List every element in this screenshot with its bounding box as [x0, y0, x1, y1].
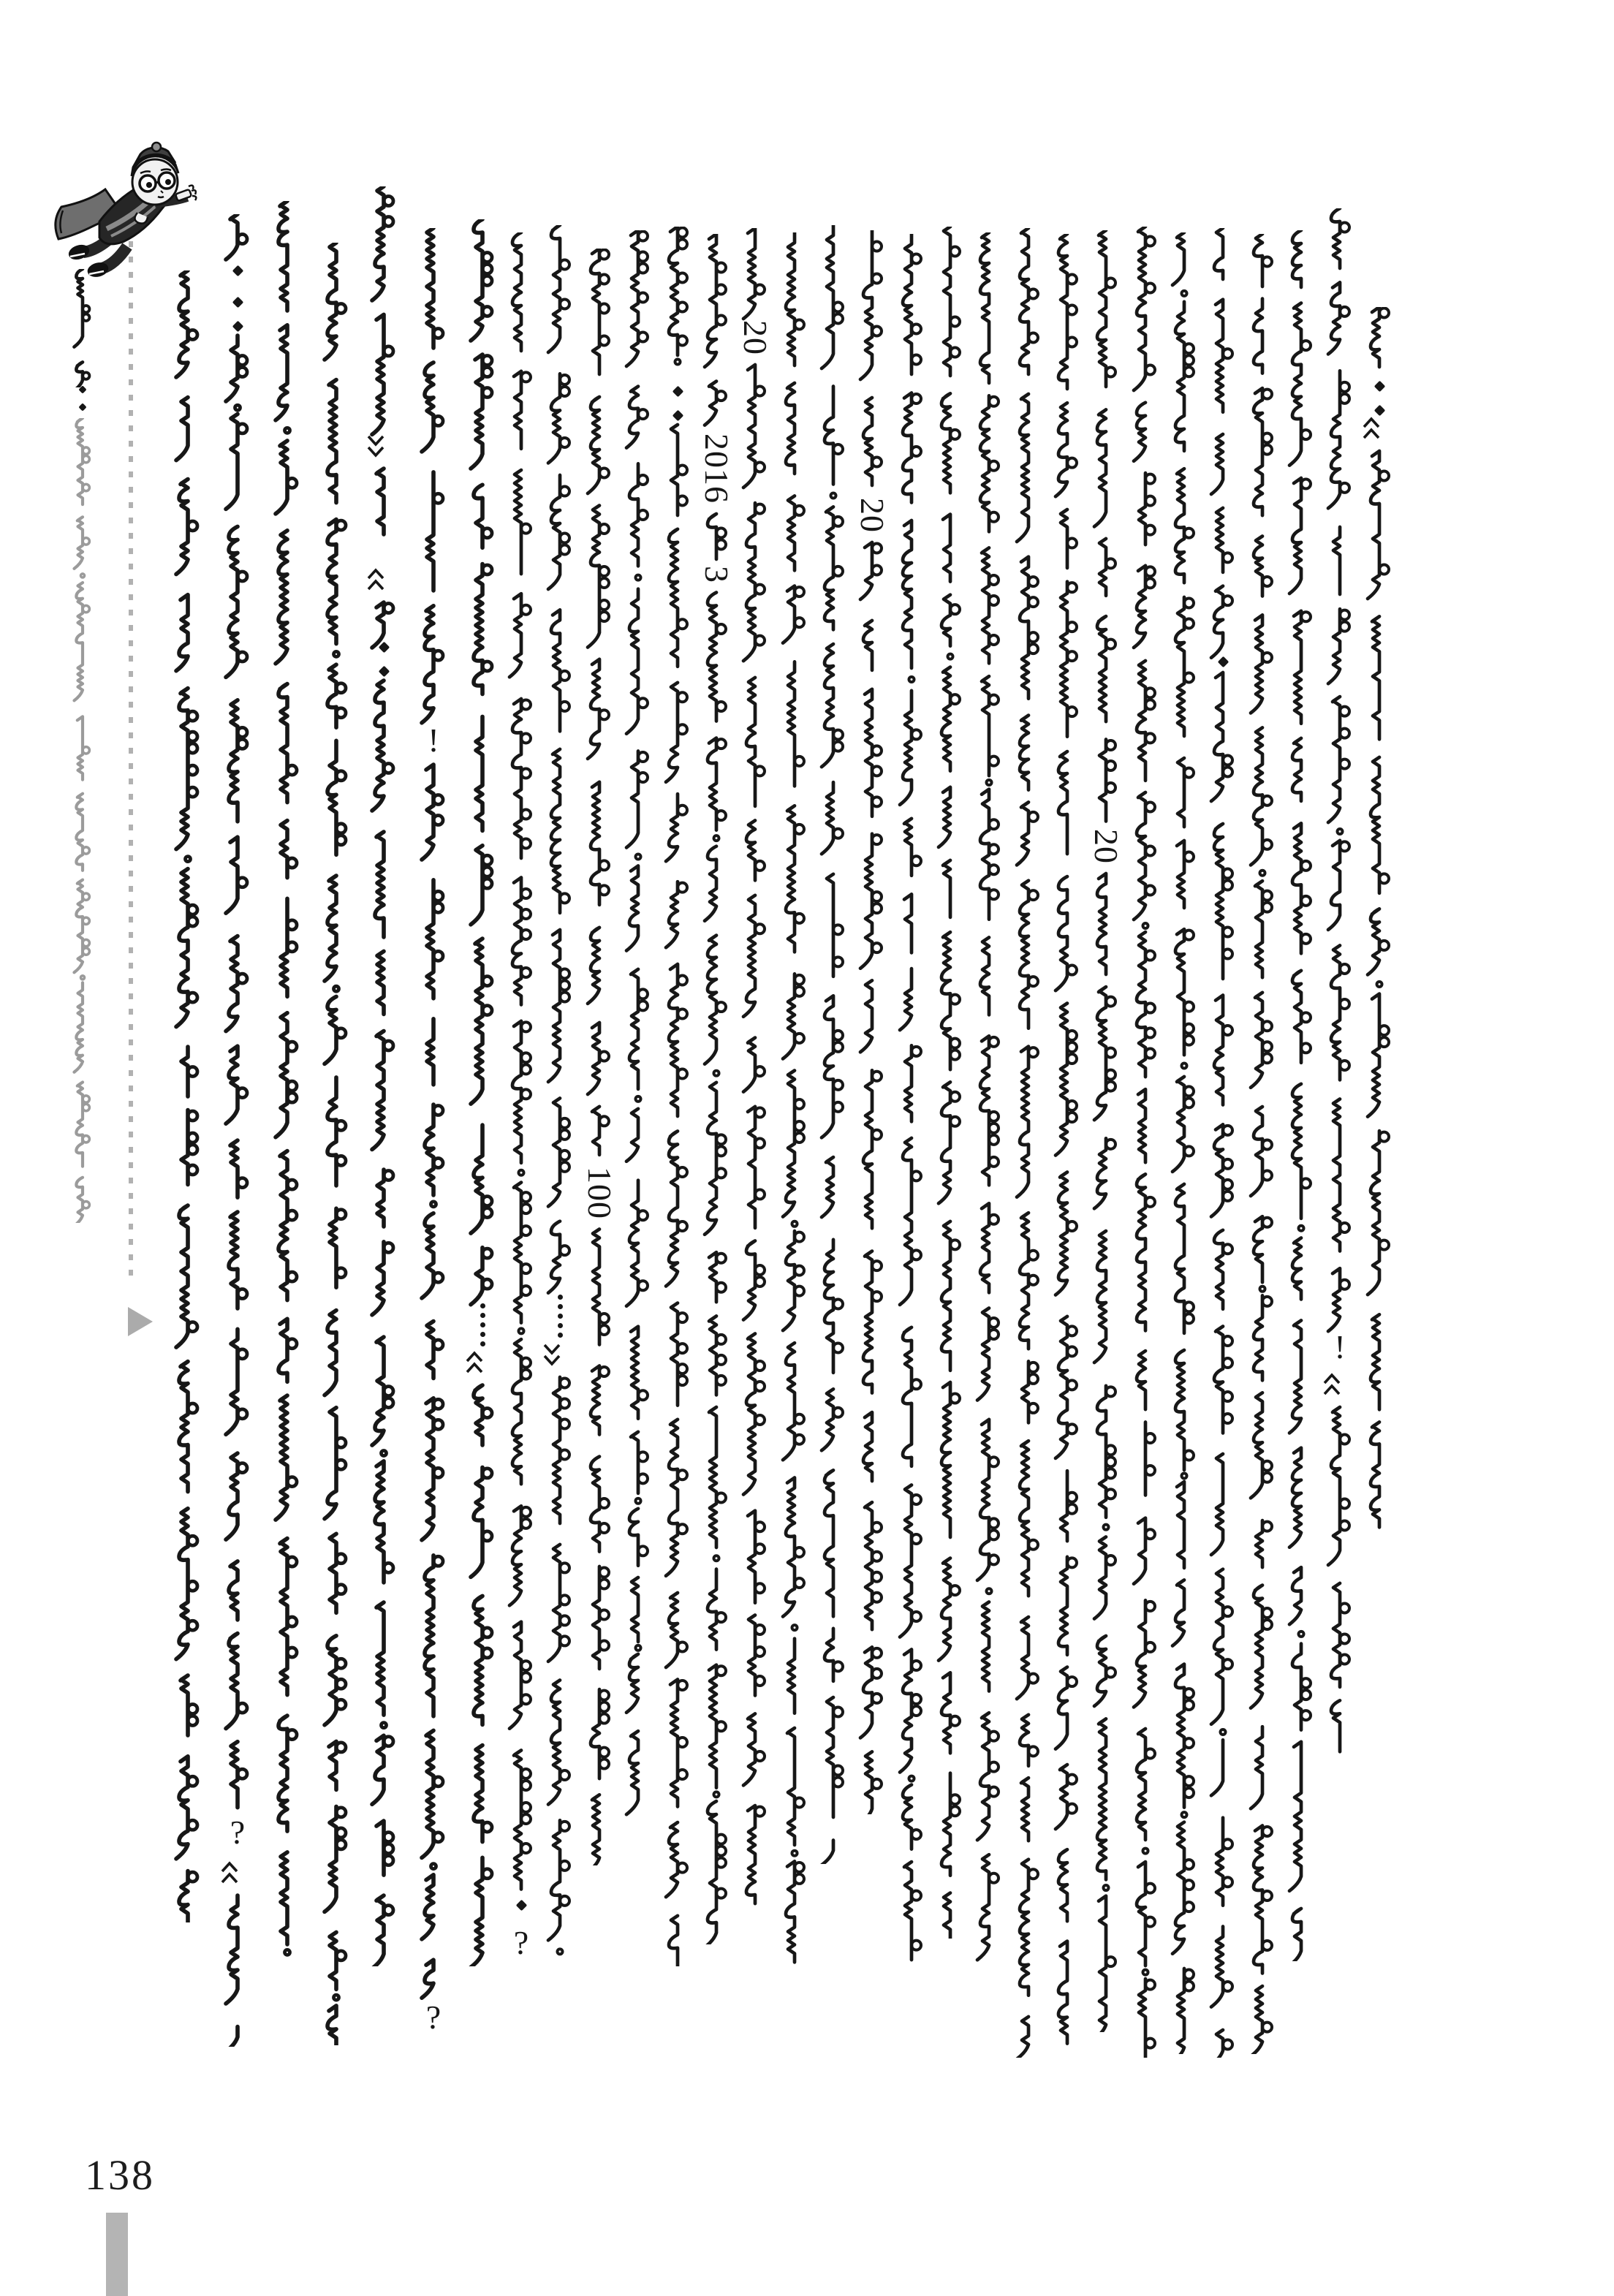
answer-text-column: [894, 234, 929, 1965]
mongolian-comma-mark: [220, 264, 255, 277]
ellipsis-mark: [465, 1303, 500, 1346]
answer-text-column: [582, 249, 617, 1865]
inline-number: 20: [854, 498, 891, 533]
mongolian-colon-mark: [366, 643, 401, 676]
inline-number: 3: [698, 566, 735, 583]
answer-text-column: [1167, 232, 1202, 2054]
page-number: 138: [85, 2151, 155, 2199]
exclamation-mark: !: [428, 721, 439, 759]
ellipsis-mark: [542, 1294, 577, 1338]
inline-number: 20: [1088, 829, 1125, 864]
mongolian-comma-mark: [504, 1898, 539, 1912]
mongolian-comma-mark: [1205, 655, 1240, 668]
answer-text-column: [1205, 228, 1240, 2058]
question-text-column: [319, 243, 354, 2045]
margin-arrowhead-icon: [128, 1307, 153, 1336]
mongolian-colon-mark: [1362, 382, 1397, 415]
question-mark: ?: [425, 1998, 442, 2036]
answer-text-column: [1088, 230, 1124, 2032]
answer-text-column: [1050, 234, 1085, 2047]
answer-text-column: [1128, 227, 1163, 2058]
open-quote-icon: [1362, 416, 1397, 447]
question-text-column: [366, 186, 401, 1966]
inline-number: 20: [737, 320, 774, 355]
close-quote-icon: [542, 1342, 577, 1373]
answer-text-column: [971, 232, 1007, 1966]
answer-text-column: [1245, 234, 1280, 2054]
close-quote-icon: [366, 433, 401, 464]
inline-number: 2016: [698, 433, 735, 504]
answer-text-column: [1284, 230, 1319, 1961]
answer-text-column: [621, 230, 656, 1827]
answer-text-column: [1362, 307, 1397, 1547]
answer-text-column: [1322, 208, 1357, 1754]
mongolian-colon-mark: [660, 387, 695, 420]
answer-text-column: [699, 234, 734, 1944]
question-text-column: [465, 219, 500, 1966]
question-text-column: [220, 214, 255, 2047]
mongolian-colon-mark: [220, 298, 255, 331]
flying-boy-illustration: [51, 135, 201, 281]
answer-text-column: [504, 232, 539, 1965]
question-mark: ?: [230, 1814, 246, 1851]
flying-boy-icon: [51, 135, 201, 281]
question-mark: ?: [513, 1924, 529, 1961]
answer-text-column: [933, 227, 968, 1939]
answer-text-column: [738, 228, 773, 1909]
margin-dashed-rule: [129, 241, 133, 1284]
question-text-column: [170, 270, 205, 1922]
open-quote-icon: [1322, 1372, 1357, 1403]
bottom-edge-bar: [106, 2213, 128, 2296]
answer-text-column: [855, 230, 890, 1814]
question-text-column: [416, 228, 451, 2039]
answer-text-column: [816, 225, 851, 1864]
question-text-column: [270, 201, 305, 1965]
open-quote-icon: [465, 1350, 500, 1381]
open-quote-icon: [220, 1860, 255, 1891]
answer-text-column: [1011, 228, 1046, 2058]
margin-caption-text: [70, 418, 95, 1223]
answer-text-column: [660, 227, 695, 1966]
answer-text-column: [542, 225, 577, 1966]
exclamation-mark: !: [1334, 1328, 1346, 1365]
inline-number: 100: [581, 1167, 618, 1219]
margin-caption-colon: [70, 384, 95, 413]
margin-caption-label: [70, 269, 95, 387]
answer-text-column: [777, 232, 812, 1965]
open-quote-icon: [366, 567, 401, 598]
